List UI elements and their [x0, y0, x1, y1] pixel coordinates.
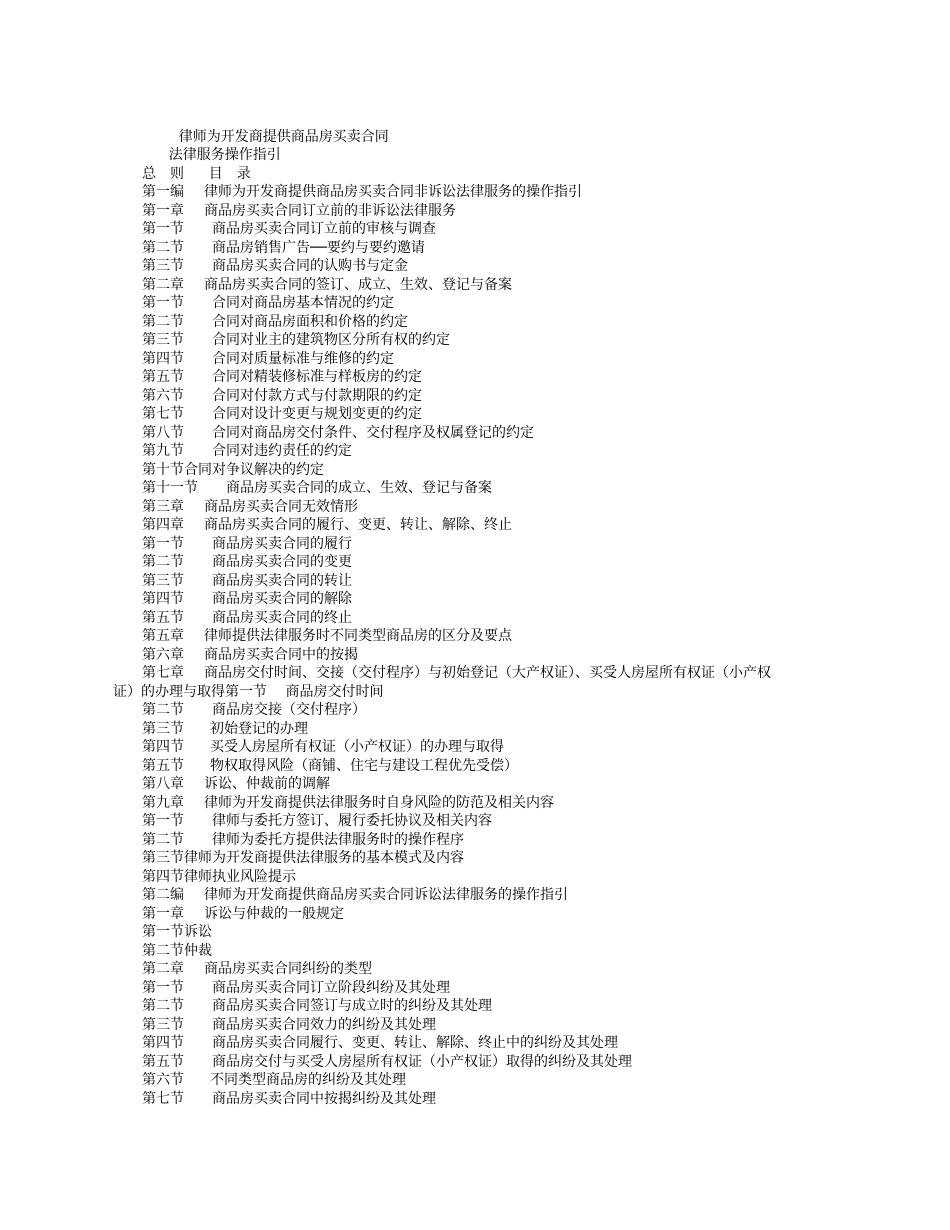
toc-entry-label: 第三节: [142, 332, 184, 348]
toc-entry-text: 商品房买卖合同的解除: [212, 591, 352, 607]
toc-entry: [0, 942, 950, 961]
toc-entry-section: [0, 1053, 950, 1072]
toc-entry-text: 商品房买卖合同订立前的审核与调查: [212, 221, 436, 237]
toc-entry-label: 第六节: [142, 1072, 184, 1088]
toc-entry-section: [0, 313, 950, 332]
toc-entry-section: [0, 997, 950, 1016]
toc-entry-text: 商品房买卖合同签订与成立时的纠纷及其处理: [212, 998, 492, 1014]
toc-entry-section: [0, 350, 950, 369]
toc-entry-text: 商品房交付与买受人房屋所有权证（小产权证）取得的纠纷及其处理: [212, 1053, 632, 1070]
toc-entry-label: 第五节: [142, 369, 184, 385]
toc-entry-label: 第二章: [142, 276, 184, 293]
toc-entry-section: [0, 294, 950, 313]
toc-entry-section: [0, 220, 950, 239]
toc-entry: [0, 461, 950, 480]
toc-entry-label: 第二节: [142, 313, 184, 330]
toc-entry-chapter: [0, 664, 950, 683]
toc-entry-text: 证）的办理与取得第一节 商品房交付时间: [113, 683, 384, 700]
toc-entry-label: 第十一节: [142, 480, 198, 496]
toc-entry-list: [0, 165, 950, 1109]
toc-entry-label: 第三章: [142, 498, 184, 515]
toc-entry-text: 律师为开发商提供商品房买卖合同诉讼法律服务的操作指引: [204, 887, 568, 903]
toc-entry-label: 第一节: [142, 535, 184, 552]
toc-entry-text: 商品房买卖合同无效情形: [204, 498, 358, 515]
toc-entry-section: [0, 479, 950, 498]
toc-entry-label: 第九节: [142, 443, 184, 459]
toc-entry-label: 第五节: [142, 1053, 184, 1070]
toc-entry-label: 第二节: [142, 239, 184, 256]
toc-entry-label: 第七节: [142, 406, 184, 422]
toc-entry-text: 商品房买卖合同的变更: [212, 554, 352, 570]
toc-entry-section: [0, 424, 950, 443]
toc-entry-section: [0, 1016, 950, 1035]
toc-entry-chapter: [0, 202, 950, 221]
toc-entry-section: [0, 609, 950, 628]
toc-entry-label: 第一节: [142, 295, 184, 311]
toc-entry-text: 商品房买卖合同中按揭纠纷及其处理: [212, 1090, 436, 1107]
toc-entry-label: 第二节: [142, 702, 184, 718]
toc-entry-text: 商品房买卖合同的终止: [212, 609, 352, 626]
toc-entry-text: 商品房买卖合同的转让: [212, 572, 352, 589]
toc-entry-chapter: [0, 905, 950, 924]
toc-entry-text: 第四节律师执业风险提示: [142, 868, 296, 885]
toc-entry-text: 律师为开发商提供法律服务时自身风险的防范及相关内容: [204, 794, 554, 811]
toc-entry-label: 第八节: [142, 424, 184, 441]
toc-entry-text: 律师为委托方提供法律服务时的操作程序: [212, 831, 464, 848]
toc-entry-label: 第一节: [142, 979, 184, 996]
toc-entry-section: [0, 257, 950, 276]
toc-entry: [0, 868, 950, 887]
toc-entry-text: 不同类型商品房的纠纷及其处理: [210, 1072, 406, 1088]
toc-entry-text: 合同对违约责任的约定: [212, 443, 352, 459]
table-of-contents: [0, 109, 950, 1108]
toc-entry-text: 律师提供法律服务时不同类型商品房的区分及要点: [204, 628, 512, 644]
toc-entry-label: 第三节: [142, 572, 184, 589]
toc-entry-label: 第二节: [142, 554, 184, 570]
toc-entry-chapter: [0, 627, 950, 646]
toc-entry-text: 第二节仲裁: [142, 942, 212, 959]
toc-entry-text: 商品房交接（交付程序）: [212, 702, 366, 718]
toc-entry-section: [0, 405, 950, 424]
toc-entry-text: 合同对设计变更与规划变更的约定: [212, 406, 422, 422]
toc-entry-label: 第四节: [142, 1035, 184, 1051]
toc-entry-text: 第一节诉讼: [142, 924, 212, 940]
toc-entry-text: 合同对商品房面积和价格的约定: [212, 313, 408, 330]
toc-entry-label: 第二节: [142, 998, 184, 1014]
toc-entry-section: [0, 590, 950, 609]
toc-entry-label: 第一章: [142, 905, 184, 922]
toc-entry-label: 第七章: [142, 665, 184, 681]
toc-entry-section: [0, 1034, 950, 1053]
toc-entry-text: 商品房买卖合同中的按揭: [204, 646, 358, 663]
toc-entry-label: 第三节: [142, 720, 184, 737]
toc-entry-section: [0, 572, 950, 591]
toc-entry-chapter: [0, 960, 950, 979]
toc-entry-label: 第三节: [142, 258, 184, 274]
toc-entry-text: 合同对商品房交付条件、交付程序及权属登记的约定: [212, 424, 534, 441]
toc-entry-chapter: [0, 794, 950, 813]
toc-entry-label: 第五节: [142, 609, 184, 626]
toc-entry-text: 商品房交付时间、交接（交付程序）与初始登记（大产权证）、买受人房屋所有权证（小产权: [204, 665, 771, 681]
toc-entry-text: 商品房销售广告──要约与要约邀请: [212, 239, 425, 256]
toc-entry-section: [0, 757, 950, 776]
toc-entry-text: 合同对商品房基本情况的约定: [212, 295, 394, 311]
toc-entry-section: [0, 738, 950, 757]
document-subtitle-text: 法律服务操作指引: [168, 147, 281, 163]
toc-entry-chapter: [0, 775, 950, 794]
toc-entry-label: 第五章: [142, 628, 184, 644]
toc-entry-label: 第五节: [142, 757, 184, 774]
toc-entry-section: [0, 812, 950, 831]
toc-entry-chapter: [0, 183, 950, 202]
toc-entry-text: 商品房买卖合同的成立、生效、登记与备案: [226, 480, 492, 496]
toc-entry-text: 商品房买卖合同履行、变更、转让、解除、终止中的纠纷及其处理: [212, 1035, 618, 1051]
toc-entry-label: 第一节: [142, 221, 184, 237]
toc-entry-label: 第二编: [142, 887, 184, 903]
toc-entry-text: 第三节律师为开发商提供法律服务的基本模式及内容: [142, 850, 464, 866]
toc-entry-text: 合同对质量标准与维修的约定: [212, 350, 394, 367]
toc-entry: [0, 165, 950, 184]
toc-entry-text: 诉讼、仲裁前的调解: [204, 776, 330, 792]
toc-entry-chapter: [0, 276, 950, 295]
toc-entry-label: 第一编: [142, 184, 184, 200]
toc-entry-section: [0, 553, 950, 572]
toc-entry-label: 第六章: [142, 646, 184, 663]
document-title-line-2: [0, 128, 950, 163]
toc-entry-label: 第二节: [142, 831, 184, 848]
toc-entry-label: 第三节: [142, 1016, 184, 1033]
toc-entry-section: [0, 535, 950, 554]
toc-entry-section: [0, 442, 950, 461]
toc-entry-text: 第十节合同对争议解决的约定: [142, 461, 324, 478]
toc-entry-text: 合同对业主的建筑物区分所有权的约定: [212, 332, 450, 348]
toc-entry-text: 商品房买卖合同的签订、成立、生效、登记与备案: [204, 276, 512, 293]
toc-entry-section: [0, 368, 950, 387]
toc-entry-label: 第一节: [142, 813, 184, 829]
toc-entry-text: 合同对精装修标准与样板房的约定: [212, 369, 422, 385]
toc-entry-section: [0, 720, 950, 739]
toc-entry-label: 第六节: [142, 387, 184, 404]
toc-entry: [0, 849, 950, 868]
toc-entry-label: 第七节: [142, 1090, 184, 1107]
toc-entry-text: 诉讼与仲裁的一般规定: [204, 905, 344, 922]
toc-entry-text: 初始登记的办理: [210, 720, 308, 737]
toc-entry-label: 第二章: [142, 961, 184, 977]
toc-entry-section: [0, 979, 950, 998]
toc-entry-label: 第四节: [142, 739, 184, 755]
toc-entry-label: 第四节: [142, 350, 184, 367]
toc-entry-label: 第一章: [142, 202, 184, 219]
toc-entry-section: [0, 239, 950, 258]
toc-entry-section: [0, 1090, 950, 1109]
toc-entry-label: 第九章: [142, 794, 184, 811]
toc-entry-section: [0, 331, 950, 350]
toc-entry-chapter: [0, 646, 950, 665]
toc-entry-section: [0, 701, 950, 720]
toc-entry-chapter: [0, 498, 950, 517]
toc-entry-label: 第八章: [142, 776, 184, 792]
toc-entry-text: 买受人房屋所有权证（小产权证）的办理与取得: [210, 739, 504, 755]
toc-entry-chapter: [0, 516, 950, 535]
toc-entry-text: 商品房买卖合同订立阶段纠纷及其处理: [212, 979, 450, 996]
toc-entry-text: 商品房买卖合同订立前的非诉讼法律服务: [204, 202, 456, 219]
toc-entry-section: [0, 387, 950, 406]
toc-entry-text: 商品房买卖合同的履行、变更、转让、解除、终止: [204, 517, 512, 533]
toc-entry-text: 商品房买卖合同效力的纠纷及其处理: [212, 1016, 436, 1033]
toc-heading-text: 目 录: [208, 165, 251, 182]
toc-entry-section: [0, 831, 950, 850]
toc-entry-text: 律师与委托方签订、履行委托协议及相关内容: [212, 813, 492, 829]
toc-entry-chapter: [0, 886, 950, 905]
toc-entry-text: 商品房买卖合同纠纷的类型: [204, 961, 372, 977]
toc-entry-label: 第四章: [142, 517, 184, 533]
toc-entry-text: 物权取得风险（商铺、住宅与建设工程优先受偿）: [210, 757, 518, 774]
toc-entry-text: 商品房买卖合同的认购书与定金: [212, 258, 408, 274]
toc-entry: [0, 923, 950, 942]
toc-entry-text: 总 则: [142, 165, 184, 182]
toc-entry-continuation: [0, 683, 950, 702]
document-title-text: 律师为开发商提供商品房买卖合同: [178, 128, 389, 145]
toc-entry-text: 商品房买卖合同的履行: [212, 535, 352, 552]
toc-entry-text: 律师为开发商提供商品房买卖合同非诉讼法律服务的操作指引: [204, 184, 582, 200]
toc-entry-section: [0, 1071, 950, 1090]
toc-entry-text: 合同对付款方式与付款期限的约定: [212, 387, 422, 404]
document-title-line-1: [0, 109, 950, 145]
toc-entry-label: 第四节: [142, 591, 184, 607]
